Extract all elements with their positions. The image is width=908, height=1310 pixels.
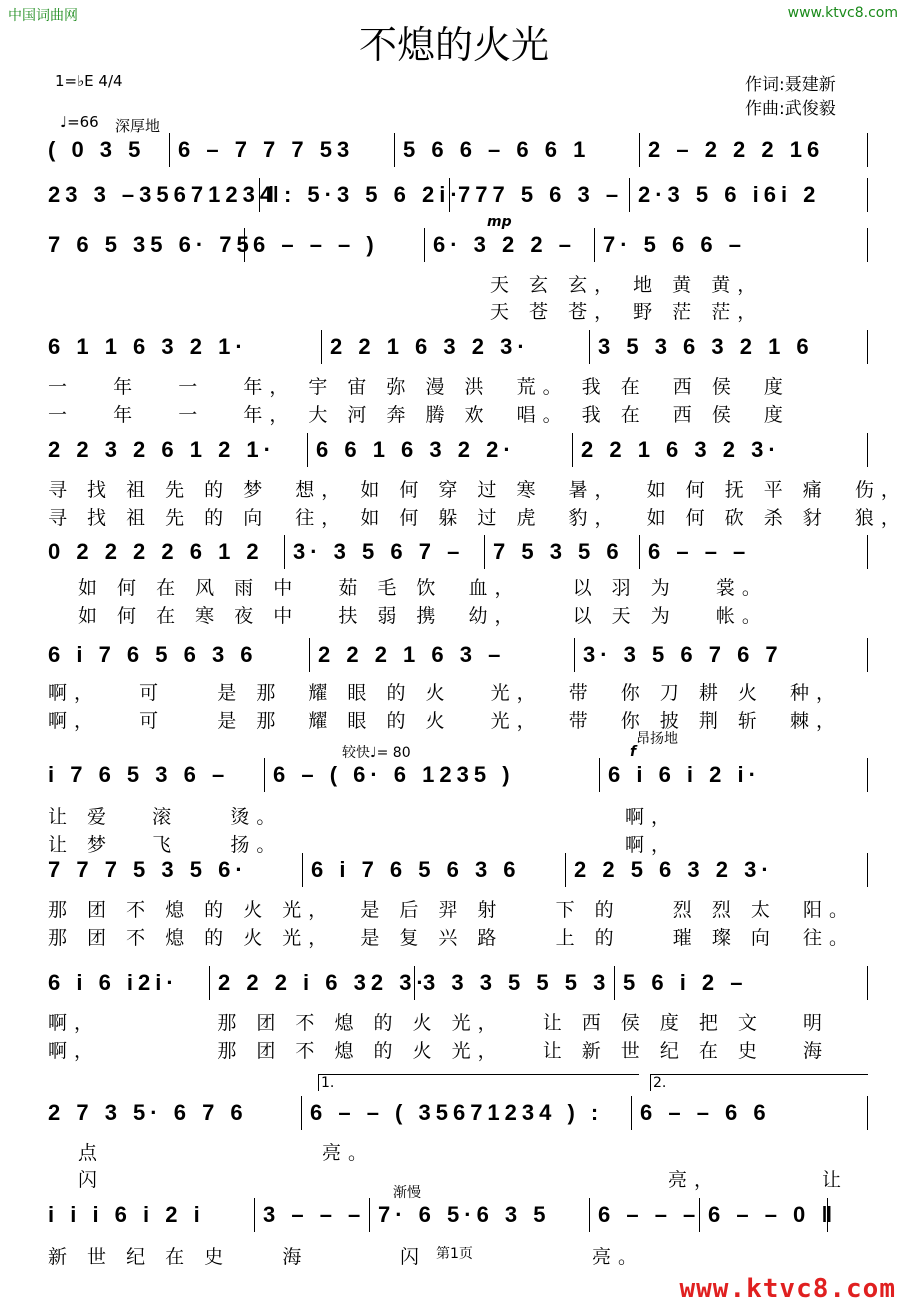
notation-row xyxy=(40,178,868,212)
lyric-line: 啊， xyxy=(625,834,678,856)
measure: 2 7 3 5· 6 7 6 xyxy=(40,1096,302,1130)
lyric-line: 一 年 一 年， 宇 宙 弥 漫 洪 荒。 我 在 西 侯 度 xyxy=(48,376,790,398)
measure: 6 1 1 6 3 2 1· xyxy=(40,330,322,364)
measure: ( 0 3 5 xyxy=(40,133,170,167)
site-url[interactable]: www.ktvc8.com xyxy=(787,5,898,21)
lyric-line: 闪 xyxy=(78,1169,105,1191)
notation-row xyxy=(40,330,868,364)
lyric-line: 寻 找 祖 先 的 梦 想， 如 何 穿 过 寒 暑， 如 何 抚 平 痛 伤， xyxy=(48,479,907,501)
notation-row xyxy=(40,638,868,672)
lyricist: 作词:聂建新 xyxy=(745,75,836,95)
measure: 6 6 1 6 3 2 2· xyxy=(308,433,573,467)
measure: 3· 3 5 6 7 6 7 xyxy=(575,638,868,672)
measure: 2 2 3 2 6 1 2 1· xyxy=(40,433,308,467)
dynamic-mp: mp xyxy=(487,214,512,230)
lyric-line: 让 梦 飞 扬。 xyxy=(48,834,283,856)
notation-row xyxy=(40,433,868,467)
lyric-line: 亮。 xyxy=(322,1142,375,1164)
measure: 6 – 7 7 7 53 xyxy=(170,133,395,167)
measure: 6 – – 6 6 xyxy=(632,1096,868,1130)
expression-mark: 深厚地 xyxy=(115,117,161,135)
measure: 5 6 i 2 – xyxy=(615,966,868,1000)
measure: 6 – – – ) xyxy=(245,228,425,262)
expression-mark-2: 昂扬地 xyxy=(636,731,678,747)
lyric-line: 啊， xyxy=(625,806,678,828)
tempo-marking: ♩=66 xyxy=(60,113,99,131)
measure: 7 5 3 5 6 xyxy=(485,535,640,569)
composer: 作曲:武俊毅 xyxy=(745,99,836,119)
measure: 3 3 3 5 5 5 3 xyxy=(415,966,615,1000)
notation-row xyxy=(40,1096,868,1130)
measure: 6 i 6 i2i· xyxy=(40,966,210,1000)
measure: 6 – – – xyxy=(590,1198,700,1232)
notation-row xyxy=(40,853,868,887)
measure: 6 – ( 6· 6 1235 ) xyxy=(265,758,600,792)
measure: 2 2 2 i 6 32 3· xyxy=(210,966,415,1000)
lyric-line: 亮。 xyxy=(592,1246,645,1268)
measure: i i i 6 i 2 i xyxy=(40,1198,255,1232)
lyric-line: 寻 找 祖 先 的 向 往， 如 何 躲 过 虎 豹， 如 何 砍 杀 豺 狼， xyxy=(48,507,907,529)
lyric-line: 那 团 不 熄 的 火 光， 是 后 羿 射 下 的 烈 烈 太 阳。 xyxy=(48,899,855,921)
dynamic-f: f xyxy=(630,744,637,760)
measure: 3· 3 5 6 7 – xyxy=(285,535,485,569)
measure: 7 7 7 5 3 5 6· xyxy=(40,853,303,887)
measure: 6 – – 0 ‖ xyxy=(700,1198,828,1232)
lyric-line: 啊， 可 是 那 耀 眼 的 火 光， 带 你 披 荆 斩 棘， xyxy=(48,710,842,732)
notation-row xyxy=(40,133,868,167)
lyric-line: 让 xyxy=(822,1169,849,1191)
lyric-line: 让 爱 滚 烫。 xyxy=(48,806,283,828)
measure: 7· 6 5·6 3 5 xyxy=(370,1198,590,1232)
measure: 2 2 2 1 6 3 – xyxy=(310,638,575,672)
notation-row xyxy=(40,758,868,792)
measure: 3 – – – xyxy=(255,1198,370,1232)
site-name: 中国词曲网 xyxy=(8,8,78,24)
lyric-line: 如 何 在 寒 夜 中 扶 弱 携 幼， 以 天 为 帐。 xyxy=(78,605,768,627)
lyric-line: 那 团 不 熄 的 火 光， 是 复 兴 路 上 的 璀 璨 向 往。 xyxy=(48,927,855,949)
notation-row xyxy=(40,1198,868,1232)
measure: 2 2 1 6 3 2 3· xyxy=(322,330,590,364)
measure: 6 i 6 i 2 i· xyxy=(600,758,868,792)
notation-row xyxy=(40,535,868,569)
ritardando: 渐慢 xyxy=(393,1185,421,1201)
lyric-line: 啊， 那 团 不 熄 的 火 光， 让 西 侯 度 把 文 明 xyxy=(48,1012,830,1034)
measure: 7· 5 6 6 – xyxy=(595,228,868,262)
watermark-logo: www.ktvc8.com xyxy=(679,1274,896,1304)
lyric-line: 如 何 在 风 雨 中 茹 毛 饮 血， 以 羽 为 裳。 xyxy=(78,577,768,599)
page-number: 第1页 xyxy=(436,1246,473,1262)
measure: 2 2 5 6 3 2 3· xyxy=(566,853,868,887)
lyric-line: 天 玄 玄， 地 黄 黄， xyxy=(490,274,764,296)
measure: 6 i 7 6 5 6 3 6 xyxy=(40,638,310,672)
notation-row xyxy=(40,228,868,262)
measure: ‖: 5·3 5 6 2i· xyxy=(260,178,450,212)
lyric-line: 新 世 纪 在 史 海 xyxy=(48,1246,309,1268)
lyric-line: 一 年 一 年， 大 河 奔 腾 欢 唱。 我 在 西 侯 度 xyxy=(48,404,790,426)
song-title: 不熄的火光 xyxy=(358,23,549,67)
measure: 6· 3 2 2 – xyxy=(425,228,595,262)
measure: 6 – – ( 35671234 ) : xyxy=(302,1096,632,1130)
measure: 777 5 6 3 – xyxy=(450,178,630,212)
measure: 7 6 5 35 6· 75 xyxy=(40,228,245,262)
measure: 6 i 7 6 5 6 3 6 xyxy=(303,853,566,887)
measure: i 7 6 5 3 6 – xyxy=(40,758,265,792)
tempo-change: 较快♩= 80 xyxy=(342,745,411,761)
measure: 3 5 3 6 3 2 1 6 xyxy=(590,330,868,364)
first-ending: 1. xyxy=(318,1074,639,1091)
measure: 2 2 1 6 3 2 3· xyxy=(573,433,868,467)
measure: 0 2 2 2 2 6 1 2 xyxy=(40,535,285,569)
lyric-line: 天 苍 苍， 野 茫 茫， xyxy=(490,301,764,323)
measure: 2·3 5 6 i6i 2 xyxy=(630,178,868,212)
measure: 23 3 –35671234 xyxy=(40,178,260,212)
measure: 5 6 6 – 6 6 1 xyxy=(395,133,640,167)
lyric-line: 点 xyxy=(78,1142,105,1164)
notation-row xyxy=(40,966,868,1000)
key-signature: 1=♭E 4/4 xyxy=(55,72,123,90)
measure: 2 – 2 2 2 16 xyxy=(640,133,868,167)
lyric-line: 闪 xyxy=(400,1246,427,1268)
measure: 6 – – – xyxy=(640,535,868,569)
second-ending: 2. xyxy=(650,1074,868,1091)
lyric-line: 啊， 可 是 那 耀 眼 的 火 光， 带 你 刀 耕 火 种， xyxy=(48,682,842,704)
lyric-line: 啊， 那 团 不 熄 的 火 光， 让 新 世 纪 在 史 海 xyxy=(48,1040,830,1062)
lyric-line: 亮， xyxy=(668,1169,721,1191)
